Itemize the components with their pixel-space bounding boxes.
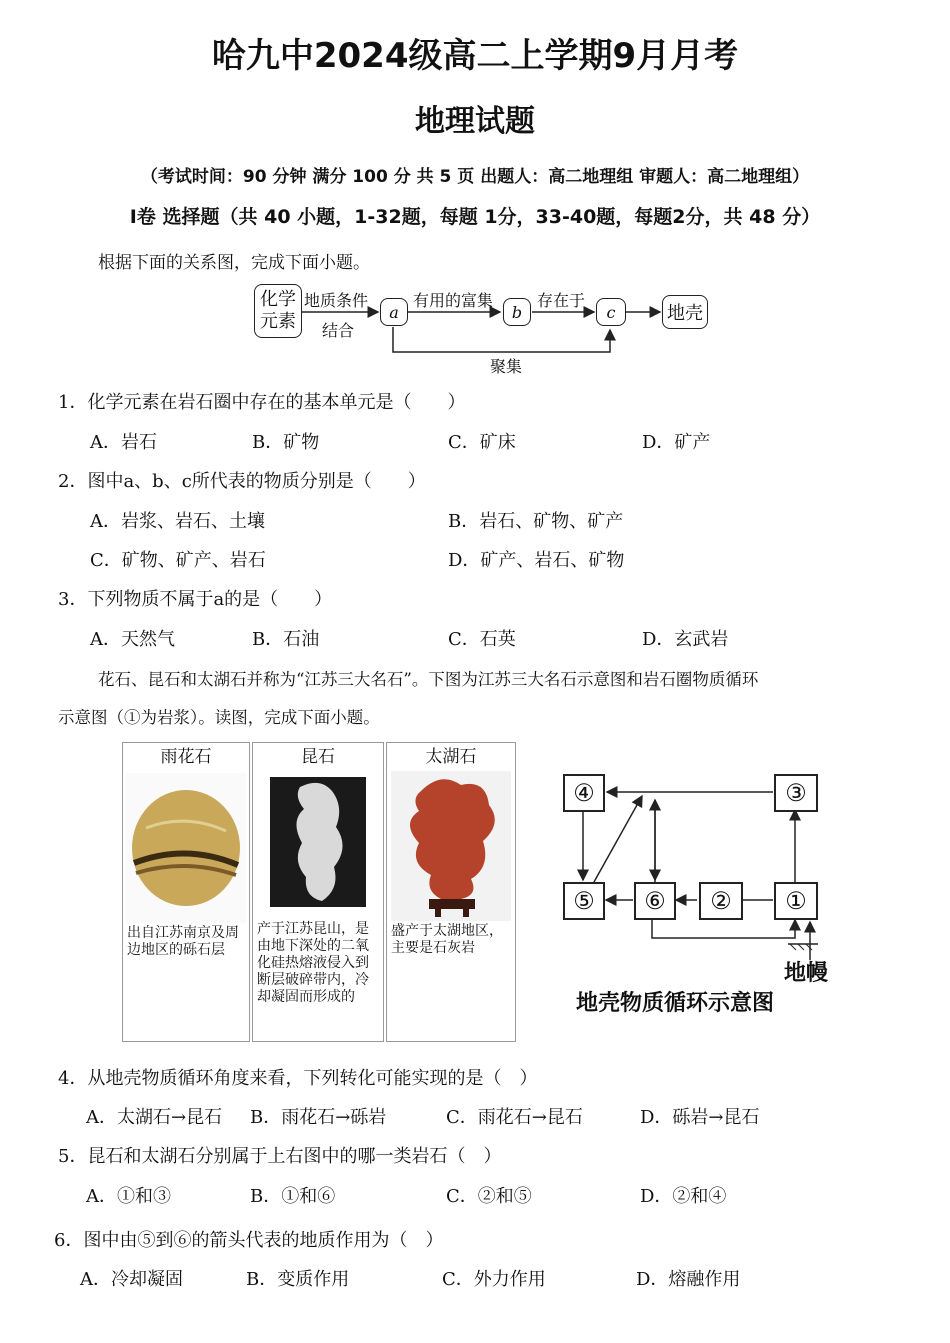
edge-label-geo: 地质条件	[304, 291, 369, 310]
q2-option-a: A．岩浆、岩石、土壤	[90, 511, 265, 532]
edge-label-enrich: 有用的富集	[413, 291, 494, 310]
cycle-node-4: ④	[563, 774, 605, 812]
cycle-node-1: ①	[774, 882, 818, 920]
section-heading: Ⅰ卷 选择题（共 40 小题，1-32题，每题 1分，33-40题，每题2分，共 48 分）	[129, 206, 821, 228]
yuhua-stone-image	[126, 773, 246, 923]
stone-card-kun	[252, 742, 384, 1042]
stone-desc-kun: 产于江苏昆山，是由地下深处的二氧化硅热熔液侵入到断层破碎带内，冷却凝固而形成的	[257, 921, 369, 1005]
node-c: c	[596, 298, 626, 326]
q1-option-c: C．矿床	[448, 432, 516, 453]
q6-option-a: A．冷却凝固	[80, 1269, 183, 1290]
rock-cycle-diagram	[560, 770, 850, 1020]
exam-info: （考试时间：90 分钟 满分 100 分 共 5 页 出题人：高二地理组 审题人：高二地理组）	[140, 167, 810, 187]
q2-option-d: D．矿产、岩石、矿物	[448, 550, 625, 571]
stone-name-taihu: 太湖石	[425, 747, 477, 767]
q5-option-d: D．②和④	[640, 1186, 727, 1207]
edge-label-exist: 存在于	[537, 291, 586, 310]
node-chemical-line2: 元素	[260, 311, 296, 332]
edge-label-gather: 聚集	[490, 357, 523, 376]
node-a: a	[380, 298, 408, 326]
question-3: 3．下列物质不属于a的是（ ）	[58, 589, 333, 610]
q1-option-b: B．矿物	[252, 432, 320, 453]
cycle-node-2: ②	[699, 882, 743, 920]
q5-option-a: A．①和③	[86, 1186, 171, 1207]
q3-option-c: C．石英	[448, 629, 516, 650]
cycle-caption: 地壳物质循环示意图	[576, 990, 775, 1016]
exam-title: 哈九中2024级高二上学期9月月考	[211, 36, 739, 76]
question-4: 4．从地壳物质循环角度来看，下列转化可能实现的是（ ）	[58, 1068, 538, 1089]
stone-desc-yuhua: 出自江苏南京及周边地区的砾石层	[127, 925, 239, 958]
edge-label-combine: 结合	[322, 321, 355, 340]
intro-2-line2: 示意图（①为岩浆）。读图，完成下面小题。	[58, 708, 380, 727]
cycle-node-6: ⑥	[634, 882, 676, 920]
taihu-stone-image	[391, 771, 511, 921]
node-chemical-line1: 化学	[260, 289, 296, 310]
cycle-node-3: ③	[774, 774, 818, 812]
q6-option-d: D．熔融作用	[636, 1269, 741, 1290]
q6-option-b: B．变质作用	[246, 1269, 350, 1290]
q3-option-a: A．天然气	[90, 629, 175, 650]
q2-option-b: B．岩石、矿物、矿产	[448, 511, 624, 532]
stone-name-kun: 昆石	[301, 747, 335, 767]
kun-stone-image	[270, 777, 366, 907]
node-crust: 地壳	[662, 295, 708, 329]
q6-option-c: C．外力作用	[442, 1269, 546, 1290]
stone-desc-taihu: 盛产于太湖地区，主要是石灰岩	[391, 923, 503, 956]
stone-name-yuhua: 雨花石	[160, 747, 212, 767]
q2-option-c: C．矿物、矿产、岩石	[90, 550, 266, 571]
question-1: 1．化学元素在岩石圈中存在的基本单元是（ ）	[58, 392, 466, 413]
q4-option-b: B．雨花石→砾岩	[250, 1107, 387, 1128]
q5-option-b: B．①和⑥	[250, 1186, 336, 1207]
relation-diagram	[250, 280, 720, 380]
question-5: 5．昆石和太湖石分别属于上右图中的哪一类岩石（ ）	[58, 1146, 502, 1167]
stone-card-taihu	[386, 742, 516, 1042]
question-2: 2．图中a、b、c所代表的物质分别是（ ）	[58, 471, 426, 492]
node-chemical-elements	[254, 284, 302, 338]
intro-2-line1: 花石、昆石和太湖石并称为“江苏三大名石”。下图为江苏三大名石示意图和岩石圈物质循环	[98, 670, 759, 689]
q3-option-b: B．石油	[252, 629, 320, 650]
q4-option-a: A．太湖石→昆石	[86, 1107, 223, 1128]
stone-card-yuhua	[122, 742, 250, 1042]
node-b: b	[503, 298, 531, 326]
q4-option-c: C．雨花石→昆石	[446, 1107, 583, 1128]
mantle-label: 地幔	[784, 960, 829, 986]
q1-option-a: A．岩石	[90, 432, 157, 453]
q5-option-c: C．②和⑤	[446, 1186, 532, 1207]
cycle-node-5: ⑤	[563, 882, 605, 920]
q4-option-d: D．砾岩→昆石	[640, 1107, 760, 1128]
q1-option-d: D．矿产	[642, 432, 711, 453]
exam-subtitle: 地理试题	[415, 104, 535, 139]
intro-1: 根据下面的关系图，完成下面小题。	[98, 253, 370, 273]
question-6: 6．图中由⑤到⑥的箭头代表的地质作用为（ ）	[54, 1230, 444, 1251]
q3-option-d: D．玄武岩	[642, 629, 729, 650]
